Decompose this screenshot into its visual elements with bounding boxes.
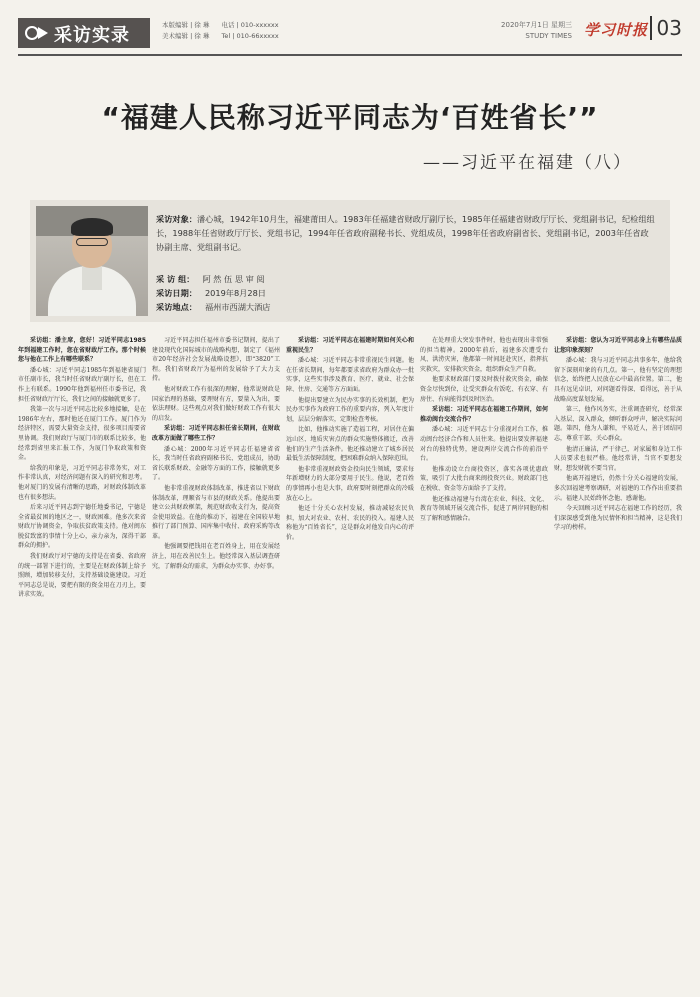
article-paragraph: 他要求财政部门要及时拨付救灾资金，确保资金尽快到位，让受灾群众有饭吃、有衣穿、有房住、有病能得到及时医治。 — [420, 376, 548, 403]
editor-phone: 电话 | 010-xxxxxx — [221, 21, 279, 29]
interviewer-label: 采 访 组： — [156, 274, 195, 284]
article-paragraph: 潘心城：习近平同志1985年到福建省厦门市任副市长，我当时任省财政厅副厅长，但在工作上有联系。1990年他到福州任市委书记，我担任省财政厅厅长，我们之间的接触就更多了。 — [18, 366, 146, 403]
interview-info-box — [30, 200, 670, 322]
interviewer-text: 阿 然 伍 思 审 阅 — [202, 274, 265, 284]
article-paragraph: 他离开福建后，仍然十分关心福建的发展，多次回福建考察调研，对福建的工作作出重要指示。福建人民始终怀念他、感谢他。 — [554, 475, 682, 502]
interview-date-text: 2019年8月28日 — [204, 288, 266, 298]
article-paragraph: 今天回顾习近平同志在福建工作的经历，我们深深感受到他为民情怀和担当精神，这是我们学习的榜样。 — [554, 505, 682, 532]
article-paragraph: 他非常重视财政体制改革，推进省以下财政体制改革，理顺省与市县的财政关系。他提出要建立公共财政框架，规范财政收支行为，提高资金使用效益。在他的推动下，福建在全国较早地推行了部门预算、国库集中收付、政府采购等改革。 — [152, 484, 280, 540]
interview-question: 采访组：习近平同志担任省长期间，在财政改革方面做了哪些工作？ — [152, 425, 280, 442]
article-paragraph: 第三，他作风务实，注重调查研究，经常深入基层、深入群众，倾听群众呼声，解决实际问题。第四，他为人谦和，平易近人，善于团结同志，尊重干部，关心群众。 — [554, 406, 682, 442]
section-logo-icon — [24, 23, 50, 43]
article-paragraph: 他强调要把钱用在老百姓身上，用在发展经济上，用在改善民生上。他经常深入基层调查研究，了解群众的需求，为群众办实事、办好事。 — [152, 543, 280, 570]
article-paragraph: 他提出要建立为民办实事的长效机制，把为民办实事作为政府工作的重要内容，列入年度计划，层层分解落实，定期检查考核。 — [286, 396, 414, 423]
article-paragraph: 潘心城：习近平同志十分重视对台工作，推动闽台经济合作和人员往来。他提出要发挥福建对台的独特优势，建设两岸交流合作的前沿平台。 — [420, 426, 548, 463]
editor-meta-line1 — [162, 20, 289, 30]
article-paragraph: 我第一次与习近平同志比较多地接触，是在1986年左右，那时他还在厦门工作。厦门作为经济特区，需要大量资金支持，很多项目需要省里协调。我们财政厅与厦门市的联系比较多，他经常到省里来汇报工作，为厦门争取政策和资金。 — [18, 406, 146, 462]
article-paragraph: 他对财政工作有很深的理解，他常说财政是国家治理的基础，要理财有方，要量入为出，要依法理财。这些观点对我们做好财政工作有很大的启发。 — [152, 385, 280, 422]
article-column-2 — [152, 336, 280, 986]
article-column-5 — [554, 336, 682, 986]
article-paragraph: 比如，他推动实施了造福工程，对居住在偏远山区、地质灾害点的群众实施整体搬迁，改善他们的生产生活条件。他还推动建立了城乡居民最低生活保障制度，把困难群众纳入保障范围。 — [286, 426, 414, 463]
article-subtitle: ——习近平在福建（八） — [423, 153, 632, 173]
interviewee-bio — [156, 212, 656, 254]
interview-question: 采访组：潘主席，您好！习近平同志1985年到福建工作时，您在省财政厅工作。那个时候您与他在工作上有哪些联系？ — [18, 337, 146, 364]
section-title: 采访实录 — [54, 25, 130, 46]
article-title: “福建人民称习近平同志为‘百姓省长’” — [101, 101, 599, 134]
interviewee-label: 采访对象： — [156, 214, 197, 224]
article-paragraph: 我们财政厅对宁德的支持是在省委、省政府的统一部署下进行的，主要是在财政体制上给予照顾，增加转移支付，支持基础设施建设。习近平同志总是说，要把有限的资金用在刀刃上，要讲求实效。 — [18, 553, 146, 599]
interviewee-photo — [36, 206, 148, 316]
article-paragraph: 他还推动福建与台湾在农业、科技、文化、教育等领域开展交流合作，促进了两岸同胞的相互了解和感情融合。 — [420, 495, 548, 522]
issue-date — [501, 20, 572, 42]
page-number: 03 — [650, 16, 682, 40]
interviewer-row — [156, 274, 556, 285]
article-paragraph: 后来习近平同志到宁德任地委书记，宁德是全省最贫困的地区之一，财政困难。他多次来省财政厅协调资金，争取扶贫政策支持。他对闽东脱贫致富的事情十分上心，亲力亲为，深得干部群众的拥护。 — [18, 504, 146, 550]
article-paragraph: 潘心城：我与习近平同志共事多年，他给我留下深刻印象的有几点。第一，他有坚定的理想信念，始终把人民放在心中最高位置。第二，他具有远见卓识，对问题看得深、看得远，善于从战略高度谋划发展。 — [554, 357, 682, 403]
interview-place-row — [156, 302, 556, 313]
article-paragraph: 他推动设立台商投资区，落实各项优惠政策，吸引了大批台商来闽投资兴业。财政部门也在税收、资金等方面给予了支持。 — [420, 465, 548, 492]
page-header — [18, 14, 682, 52]
interview-place-text: 福州市西湖大酒店 — [204, 302, 271, 312]
article-column-4 — [420, 336, 548, 986]
article-column-3 — [286, 336, 414, 986]
issue-date-cn: 2020年7月1日 星期三 — [501, 21, 572, 29]
interviewee-text: 潘心城，1942年10月生，福建莆田人。1983年任福建省财政厅副厅长，1985年任福建省财政厅厅长、党组副书记，纪检组组长，1988年任省财政厅厅长、党组书记，1994年任省政府副秘书长、党组成员，1998年任省政府副省长、党组副书记，2003年任省政协副主席、党组副书记。 — [156, 214, 655, 252]
editor-name: 本版编辑 | 徐 琳 — [162, 21, 210, 29]
article-paragraph: 潘心城：2000年习近平同志任福建省省长，我当时任省政府副秘书长、党组成员，协助省长联系财政、金融等方面的工作，接触就更多了。 — [152, 445, 280, 482]
article-paragraph: 他还十分关心农村发展，推动减轻农民负担，加大对农业、农村、农民的投入。福建人民称他为“百姓省长”，这是群众对他发自内心的评价。 — [286, 505, 414, 541]
editor-meta-line2 — [162, 31, 289, 41]
article-paragraph: 在处理重大突发事件时，他也表现出非常强的担当精神。2000年前后，福建多次遭受台风、洪涝灾害，他都第一时间赶赴灾区，指挥抗灾救灾，安排救灾资金，组织群众生产自救。 — [420, 337, 548, 373]
art-editor-phone: Tel | 010-66xxxxx — [221, 32, 279, 40]
article-paragraph: 习近平同志担任福州市委书记期间，提出了建设现代化国际城市的战略构想，制定了《福州市20年经济社会发展战略设想》，即“3820”工程。我们省财政厅为福州的发展给予了大力支持。 — [152, 337, 280, 383]
interview-question: 采访组：您认为习近平同志身上有哪些品质让您印象深刻？ — [554, 337, 682, 354]
interview-question: 采访组：习近平同志在福建时期如何关心和重视民生？ — [286, 337, 414, 354]
section-banner — [18, 18, 150, 48]
newspaper-brand: 学习时报 — [583, 21, 648, 39]
issue-date-en: STUDY TIMES — [525, 32, 572, 40]
interview-place-label: 采访地点： — [156, 302, 197, 312]
interview-question: 采访组：习近平同志在福建工作期间，如何推动闽台交流合作？ — [420, 406, 548, 423]
art-editor-name: 美术编辑 | 徐 琳 — [162, 32, 210, 40]
article-paragraph: 他清正廉洁，严于律己，对家属和身边工作人员要求也很严格。他经常讲，当官不要想发财，想发财就不要当官。 — [554, 445, 682, 472]
article-paragraph: 潘心城：习近平同志非常重视民生问题。他在任省长期间，每年都要求省政府为群众办一批实事，这些实事涉及教育、医疗、就业、社会保障、住房、交通等方方面面。 — [286, 357, 414, 393]
interview-date-label: 采访日期： — [156, 288, 197, 298]
article-paragraph: 给我的印象是，习近平同志非常务实，对工作非常认真，对经济问题有深入的研究和思考。他对厦门的发展有清晰的思路，对财政体制改革也有很多想法。 — [18, 464, 146, 501]
header-divider — [18, 54, 682, 56]
interview-date-row — [156, 288, 556, 299]
article-paragraph: 他非常重视财政资金投向民生领域，要求每年新增财力的大部分要用于民生。他说，老百姓的事情再小也是大事，政府要时刻把群众的冷暖放在心上。 — [286, 465, 414, 502]
article-column-1 — [18, 336, 146, 986]
